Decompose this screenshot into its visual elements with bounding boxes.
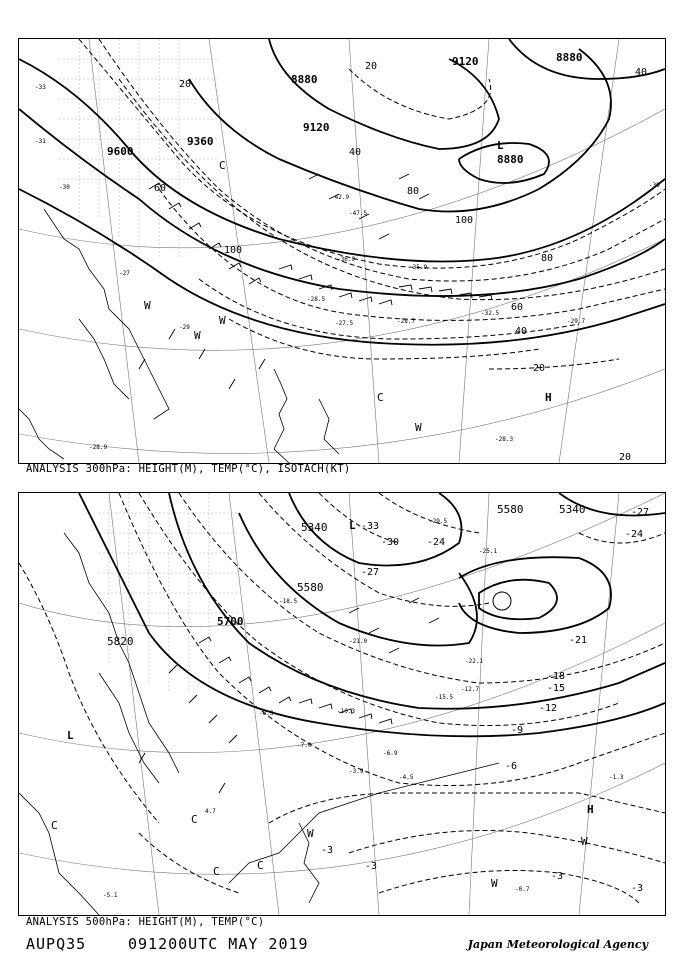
height-label: 5340 [559, 503, 586, 516]
temp-sample: -27 [119, 270, 130, 277]
system-mark: H [587, 803, 594, 816]
map-300hpa-svg [19, 39, 665, 463]
isotherm-label: -27 [631, 507, 650, 518]
height-label: 5580 [497, 503, 524, 516]
wind-barbs-500 [139, 598, 439, 793]
isotherm-label: -18 [547, 671, 566, 682]
temp-sample: -6.9 [383, 750, 398, 757]
temp-sample: -0.7 [515, 886, 530, 893]
temp-sample: -25.1 [479, 548, 498, 555]
isotherm-label: -3 [321, 845, 334, 856]
map-panel-500hpa [18, 492, 666, 916]
height-label: 8880 [291, 73, 318, 86]
isotach-label: 20 [533, 363, 546, 374]
temp-sample: -22.1 [465, 658, 484, 665]
height-label: 9120 [303, 121, 330, 134]
height-label: 5580 [297, 581, 324, 594]
isotherm-label: -3 [551, 871, 564, 882]
isotherm-label: -30 [381, 537, 400, 548]
agency-name: Japan Meteorological Agency [467, 938, 648, 951]
isotherm-label: -6 [505, 761, 518, 772]
system-mark: C [191, 813, 198, 826]
system-mark: C [213, 865, 220, 878]
temp-sample: -29.7 [567, 318, 586, 325]
system-mark: W [415, 421, 422, 434]
graticule [19, 493, 665, 915]
temp-sample: -29.5 [429, 518, 448, 525]
height-label: 5700 [217, 615, 244, 628]
temp-sample: -35.9 [409, 264, 428, 271]
valid-time: 091200UTC MAY 2019 [128, 935, 309, 953]
system-mark: W [219, 314, 226, 327]
isotherm-label: -24 [625, 529, 644, 540]
caption-500hpa: ANALYSIS 500hPa: HEIGHT(M), TEMP(°C) [26, 916, 265, 928]
height-contours-300 [19, 39, 665, 345]
isotach-label: 40 [635, 67, 648, 78]
temp-sample: -5.1 [103, 892, 118, 899]
temp-sample: -32.5 [481, 310, 500, 317]
isotach-label: 100 [224, 245, 243, 256]
temp-sample: -28.3 [495, 436, 514, 443]
temp-sample: -30 [59, 184, 70, 191]
isotherm-label: -33 [361, 521, 380, 532]
temp-sample: -33 [35, 84, 46, 91]
temp-sample: -10.3 [337, 708, 356, 715]
system-mark: W [144, 299, 151, 312]
isotach-label: 60 [154, 183, 167, 194]
temp-sample: -12.7 [461, 686, 480, 693]
isotherm-label: -21 [569, 635, 588, 646]
isotach-label: 60 [511, 302, 524, 313]
isotach-label: 20 [179, 79, 192, 90]
isotherm-label: -24 [427, 537, 446, 548]
system-mark: C [51, 819, 58, 832]
temp-sample: -21.0 [349, 638, 368, 645]
coastline [19, 533, 499, 915]
system-mark: L [349, 519, 356, 532]
isotherm-label: -12 [539, 703, 558, 714]
height-label: 9360 [187, 135, 214, 148]
isotach-label: 20 [619, 452, 632, 463]
isotach-label: 40 [349, 147, 362, 158]
temp-sample: -47.5 [349, 210, 368, 217]
height-label: 8880 [497, 153, 524, 166]
isotherm-label: -3 [631, 883, 644, 894]
temp-sample: 4.7 [205, 808, 216, 815]
isotach-label: 80 [541, 253, 554, 264]
temp-sample: -4.5 [399, 774, 414, 781]
temp-sample: -29 [179, 324, 190, 331]
low-center-marker [493, 592, 511, 610]
system-mark: C [377, 391, 384, 404]
temp-sample: -8.3 [259, 710, 274, 717]
height-label: 8880 [556, 51, 583, 64]
map-panel-300hpa [18, 38, 666, 464]
height-label: 9120 [452, 55, 479, 68]
isotach-label: 40 [515, 326, 528, 337]
system-mark: H [545, 391, 552, 404]
isotherm-label: -3 [365, 861, 378, 872]
system-mark: W [491, 877, 498, 890]
system-mark: W [307, 827, 314, 840]
isotherm-label: -9 [511, 725, 524, 736]
system-mark: L [497, 139, 504, 152]
isotach-label: 20 [365, 61, 378, 72]
temp-sample: -39 [649, 182, 660, 189]
isotherm-label: -15 [547, 683, 566, 694]
temp-sample: -28.5 [307, 296, 326, 303]
temp-sample: -18.5 [279, 598, 298, 605]
chart-id: AUPQ35 [26, 935, 87, 953]
isotach-label: 100 [455, 215, 474, 226]
height-label: 5820 [107, 635, 134, 648]
temp-sample: -31 [35, 138, 46, 145]
temp-sample: -28.7 [397, 318, 416, 325]
isotherm-label: -27 [361, 567, 380, 578]
caption-300hpa: ANALYSIS 300hPa: HEIGHT(M), TEMP(°C), ISOTACH(KT) [26, 463, 351, 475]
isotach-label: 80 [407, 186, 420, 197]
temp-sample: -15.5 [435, 694, 454, 701]
temp-sample: -1.3 [609, 774, 624, 781]
temp-sample: -28.9 [89, 444, 108, 451]
system-mark: W [194, 329, 201, 342]
height-label: 5340 [301, 521, 328, 534]
temp-sample: -36.9 [337, 256, 356, 263]
system-mark: C [257, 859, 264, 872]
temp-sample: -42.9 [331, 194, 350, 201]
temp-sample: -7.0 [297, 742, 312, 749]
system-mark: W [581, 835, 588, 848]
system-mark: C [219, 159, 226, 172]
wind-barbs-300 [139, 174, 492, 389]
map-500hpa-svg [19, 493, 665, 915]
temp-sample: -3.9 [349, 768, 364, 775]
temp-sample: -27.5 [335, 320, 354, 327]
graticule [19, 39, 665, 463]
system-mark: L [67, 729, 74, 742]
height-label: 9600 [107, 145, 134, 158]
